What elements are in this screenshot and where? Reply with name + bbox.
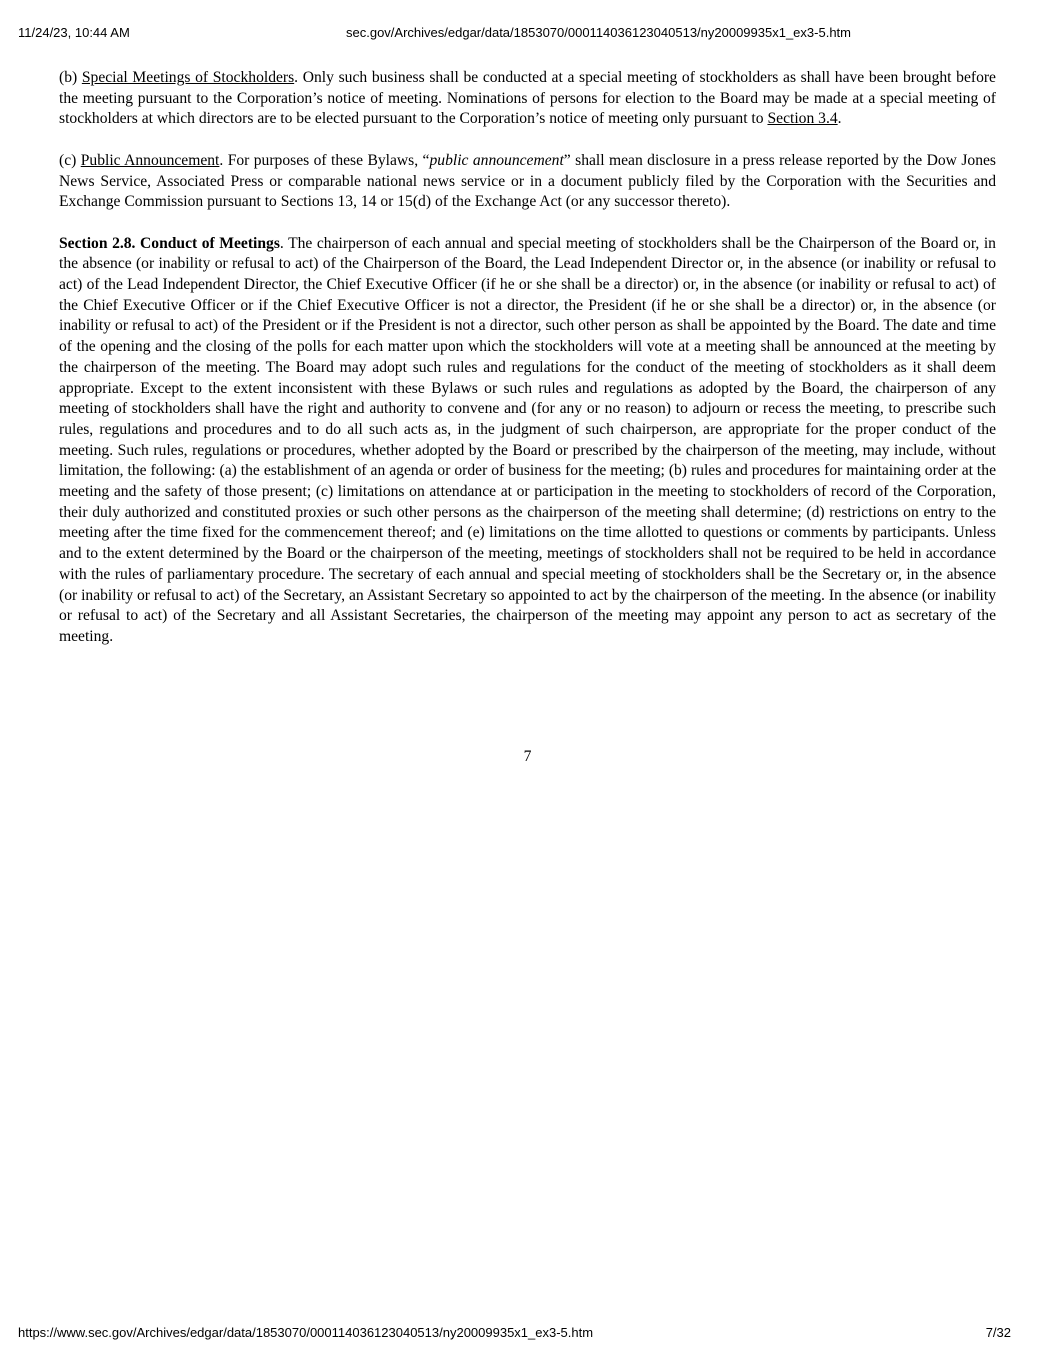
paragraph-c-text-before: . For purposes of these Bylaws, “ (219, 151, 430, 169)
paragraph-b (59, 68, 996, 130)
paragraph-c (59, 151, 996, 213)
paragraph-b-text: . Only such business shall be conducted at a special meeting of stockholders as shall have been brought before the meeting pursuant to the Corporation’s notice of meeting. Nominations of persons for election to the Board may be made at a special meeting of stockholders at which directors are to be elected pursuant to the Corporation’s notice of meeting only pursuant to (59, 69, 996, 128)
paragraph-c-text-after: ” shall mean disclosure in a press release reported by the Dow Jones News Service, Associated Press or comparable national news service or in a document publicly filed by the Corporation with the Securities and Exchange Commission pursuant to Sections 13, 14 or 15(d) of the Exchange Act (or any successor thereto). (59, 151, 996, 211)
paragraph-b-prefix: (b) (59, 69, 82, 86)
document-body (59, 68, 996, 668)
print-title-url: sec.gov/Archives/edgar/data/1853070/000114036123040513/ny20009935x1_ex3-5.htm (346, 25, 851, 40)
section-2-8-body: . The chairperson of each annual and special meeting of stockholders shall be the Chairperson of the Board or, in the absence (or inability or refusal to act) of the Chairperson of the Board, the Lead Independent Director or, in the absence (or inability or refusal to act) of the Lead Independent Director, the Chief Executive Officer (if he or she shall be a director) or, in the absence (or inability or refusal to act) of the Chief Executive Officer or if the Chief Executive Officer is not a director, the President (if he or she shall be a director) or, in the absence (or inability or refusal to act) of the President or if the President is not a director, such other person as shall be appointed by the Board. The date and time of the opening and the closing of the polls for each matter upon which the stockholders will vote at a meeting shall be announced at the meeting by the chairperson of the meeting. The Board may adopt such rules and regulations for the conduct of the meeting of stockholders as it shall deem appropriate. Except to the extent inconsistent with these Bylaws or such rules and regulations as adopted by the Board, the chairperson of any meeting of stockholders shall have the right and authority to convene and (for any or no reason) to adjourn or recess the meeting, to prescribe such rules, regulations and procedures and to do all such acts as, in the judgment of such chairperson, are appropriate for the proper conduct of the meeting. Such rules, regulations or procedures, whether adopted by the Board or prescribed by the chairperson of the meeting, may include, without limitation, the following: (a) the establishment of an agenda or order of business for the meeting; (b) rules and procedures for maintaining order at the meeting and the safety of those present; (c) limitations on attendance at or participation in the meeting to stockholders of record of the Corporation, their duly authorized and constituted proxies or such other persons as the chairperson of the meeting shall determine; (d) restrictions on entry to the meeting after the time fixed for the commencement thereof; and (e) limitations on the time allotted to questions or comments by participants. Unless and to the extent determined by the Board or the chairperson of the meeting, meetings of stockholders shall not be required to be held in accordance with the rules of parliamentary procedure. The secretary of each annual and special meeting of stockholders shall be the Secretary or, in the absence (or inability or refusal to act) of the Secretary, an Assistant Secretary so appointed to act by the chairperson of the meeting. In the absence (or inability or refusal to act) of the Secretary and all Assistant Secretaries, the chairperson of the meeting may appoint any person to act as secretary of the meeting. (59, 234, 996, 645)
footer-url: https://www.sec.gov/Archives/edgar/data/1853070/000114036123040513/ny20009935x1_ex3-5.htm (18, 1325, 594, 1340)
paragraph-b-suffix: . (837, 110, 842, 128)
section-2-8-heading: Section 2.8. Conduct of Meetings (59, 234, 280, 252)
paragraph-c-prefix: (c) (59, 151, 81, 169)
public-announcement-term: public announcement (429, 151, 564, 169)
special-meetings-heading: Special Meetings of Stockholders (81, 69, 295, 86)
print-datetime: 11/24/23, 10:44 AM (18, 25, 130, 40)
page-number: 7 (523, 748, 532, 765)
section-2-8-paragraph (59, 234, 996, 648)
section-3-4-link[interactable]: Section 3.4 (767, 110, 838, 128)
public-announcement-heading: Public Announcement (80, 151, 220, 169)
footer-page-count: 7/32 (985, 1325, 1011, 1340)
